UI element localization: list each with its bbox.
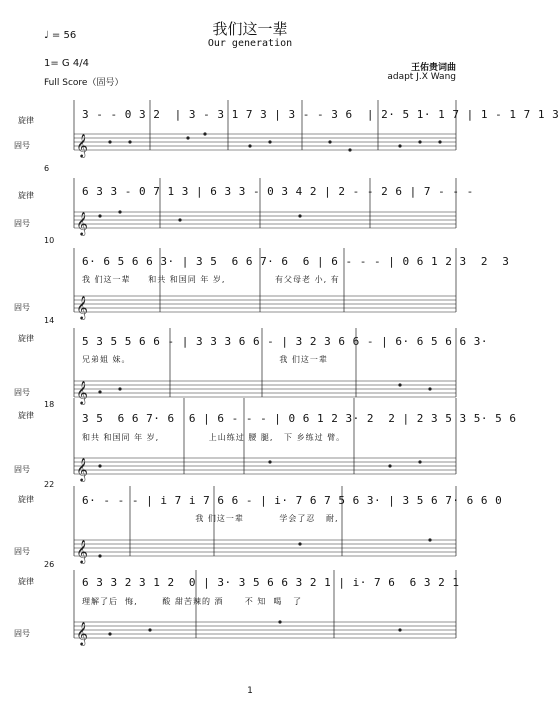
fixed-label: 固号 [14, 388, 30, 397]
measure-number: 22 [44, 480, 55, 489]
system-notes: 6· - - - | i 7 i 7 6 6 - | i· 7 6 7 5 6 3· | 3 5 6 7· 6 6 0 [82, 494, 503, 507]
key-signature: 1= G 4/4 [44, 58, 89, 69]
melody-label: 旋律 [18, 495, 34, 504]
svg-text:𝄞: 𝄞 [76, 539, 88, 563]
melody-label: 旋律 [18, 191, 34, 200]
svg-text:𝄞: 𝄞 [76, 621, 88, 645]
measure-number: 18 [44, 400, 55, 409]
system-notes: 6 3 3 2 3 1 2 0 | 3· 3 5 6 6 3 2 1 | i· 7 6 6 3 2 1 [82, 576, 460, 589]
measure-number: 26 [44, 560, 55, 569]
melody-label: 旋律 [18, 577, 34, 586]
svg-text:𝄞: 𝄞 [76, 211, 88, 235]
fixed-label: 固号 [14, 303, 30, 312]
system-notes: 6 3 3 - 0 7 1 3 | 6 3 3 - 0 3 4 2 | 2 - - 2 6 | 7 - - - [82, 185, 474, 198]
lyricist-credit: 王佑贵词曲 [410, 63, 456, 73]
system-notes: 3 - - 0 3 2 | 3 - 3 1 7 3 | 3 - - 3 6 | 2· 5 1· 1 7 | 1 - 1 7 1 3 [82, 108, 559, 121]
page-number: 1 [247, 686, 253, 696]
melody-label: 旋律 [18, 411, 34, 420]
system-lyrics: 兄弟姐 妹。 我 们这一辈 [82, 355, 328, 364]
fixed-label: 固号 [14, 219, 30, 228]
system-lyrics: 和共 和国同 年 岁, 上山练过 腰 腿, 下 乡练过 臂。 [82, 433, 346, 442]
system-notes: 5 3 5 5 6 6 - | 3 3 3 6 6 - | 3 2 3 6 6 - | 6· 6 5 6 6 3· [82, 335, 488, 348]
system-notes: 6· 6 5 6 6 3· | 3 5 6 6 7· 6 6 | 6 - - - | 0 6 1 2 3 2 3 [82, 255, 510, 268]
fixed-label: 固号 [14, 629, 30, 638]
measure-number: 6 [44, 164, 50, 173]
svg-text:𝄞: 𝄞 [76, 133, 88, 157]
page-subtitle: Our generation [207, 38, 293, 49]
system-lyrics: 我 们这一辈 和共 和国同 年 岁, 有父母老 小, 有 [82, 275, 340, 284]
measure-number: 14 [44, 316, 55, 325]
fixed-label: 固号 [14, 465, 30, 474]
tempo-marking: ♩ = 56 [44, 30, 77, 41]
svg-text:𝄞: 𝄞 [76, 457, 88, 481]
full-score-label: Full Score（固号） [44, 78, 124, 88]
adapt-credit: adapt J.X Wang [387, 72, 456, 82]
page-title: 我们这一辈 [212, 20, 288, 38]
system-lyrics: 我 们这一辈 学会了忍 耐, [82, 514, 339, 523]
svg-text:𝄞: 𝄞 [76, 295, 88, 319]
melody-label: 旋律 [18, 334, 34, 343]
fixed-label: 固号 [14, 547, 30, 556]
measure-number: 10 [44, 236, 55, 245]
melody-label: 旋律 [18, 116, 34, 125]
system-notes: 3 5 6 6 7· 6 6 | 6 - - - | 0 6 1 2 3· 2 2 | 2 3 5 3 5· 5 6 [82, 412, 517, 425]
system-lyrics: 理解了后 悔, 酸 甜苦辣的 酒 不 知 喝 了 [82, 597, 303, 606]
fixed-label: 固号 [14, 141, 30, 150]
svg-text:𝄞: 𝄞 [76, 380, 88, 404]
